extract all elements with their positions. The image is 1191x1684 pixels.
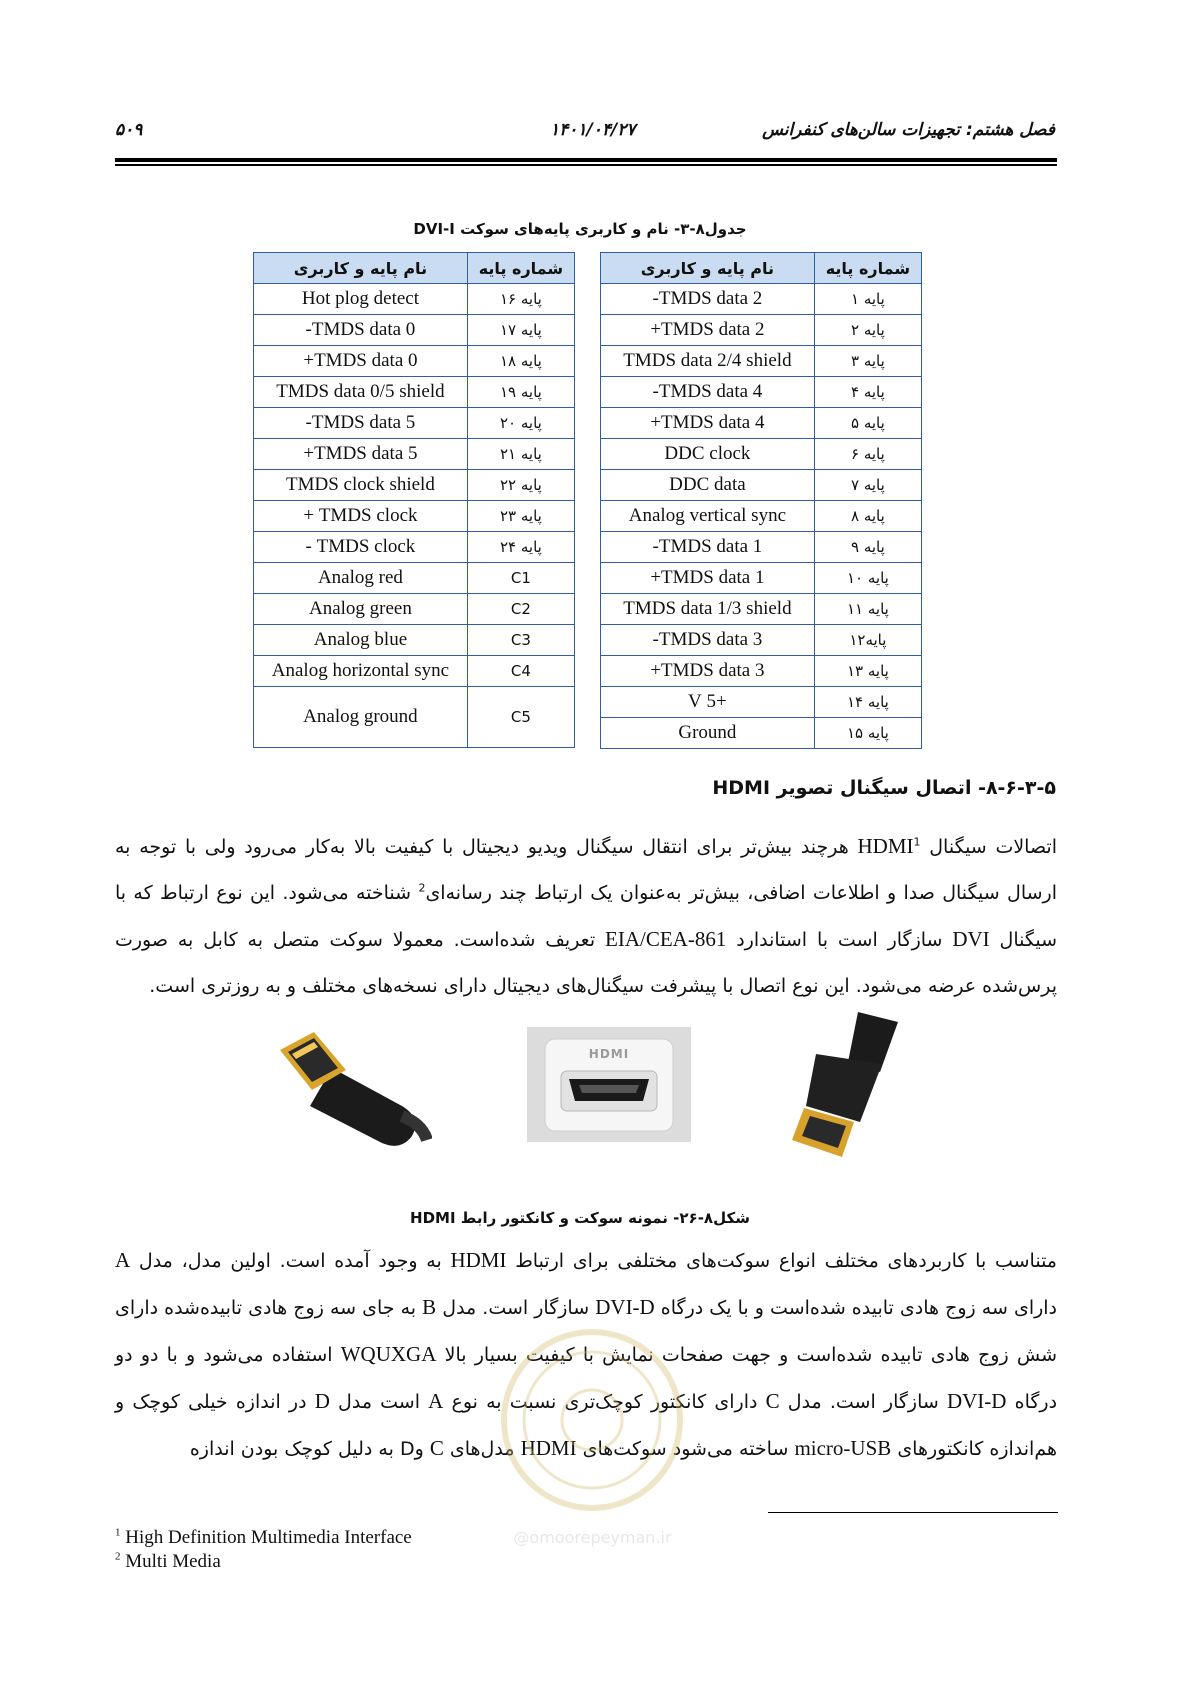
table-row <box>601 346 922 377</box>
table-row <box>601 439 922 470</box>
pin-table-left-body <box>254 284 575 748</box>
term-model-b: B <box>422 1295 437 1319</box>
pin-name-cell: TMDS data 1- <box>601 532 815 563</box>
footnote-ref: 2 <box>418 881 426 895</box>
text-run: تعریف شده‌است. معمولا سوکت متصل به کابل به صورت پرس‌شده عرضه می‌شود. این نوع اتصال با پیشرفت سیگنال‌های دیجیتال دارای نسخه‌های مختلف و به روزتری است. <box>115 929 1057 997</box>
pin-name-cell: TMDS data 0+ <box>254 346 468 377</box>
table-row <box>254 408 575 439</box>
text-run: ساخته می‌شود سوکت‌های <box>582 1438 789 1460</box>
table-row <box>601 563 922 594</box>
pin-number-cell: پایه ۶ <box>814 439 921 470</box>
pin-number-cell: پایه ۱۵ <box>814 718 921 749</box>
text-run: اتصالات سیگنال <box>929 836 1058 858</box>
pin-name-cell: Analog vertical sync <box>601 501 815 532</box>
text-run: به جای سه زوج هادی تابیده‌شده دارای شش زوج هادی تابیده شده‌است و جهت صفحات نمایش با کیفیت بسیار بالا <box>115 1297 1058 1366</box>
table-row <box>254 439 575 470</box>
pin-name-cell: Analog green <box>254 594 468 625</box>
column-header-name: نام پایه و کاربری <box>254 253 468 284</box>
text-run: سازگار است با استاندارد <box>736 929 943 951</box>
pin-number-cell: پایه ۱۶ <box>467 284 574 315</box>
table-row <box>601 594 922 625</box>
column-header-name: نام پایه و کاربری <box>601 253 815 284</box>
table-row <box>601 377 922 408</box>
header-rule-thin <box>115 164 1057 166</box>
pin-number-cell: C5 <box>467 687 574 748</box>
text-run: هرچند بیش‌تر برای انتقال سیگنال ویدیو دیجیتال با کیفیت بالا به‌کار می‌رود ولی با توجه به ارسال سیگنال صدا و اطلاعات اضافی، بیش‌تر به‌عنوان یک ارتباط چند رسانه‌ای <box>115 836 1057 904</box>
term-wquxga: WQUXGA <box>340 1342 437 1366</box>
pin-name-cell: TMDS data 4- <box>601 377 815 408</box>
pin-number-cell: پایه ۱۷ <box>467 315 574 346</box>
footnote-text: High Definition Multimedia Interface <box>125 1527 412 1548</box>
table-row <box>601 470 922 501</box>
pin-name-cell: +5 V <box>601 687 815 718</box>
table-row <box>254 532 575 563</box>
pin-name-cell: Analog blue <box>254 625 468 656</box>
watermark-seal-icon <box>495 1320 690 1520</box>
watermark-seal <box>495 1320 690 1550</box>
pin-name-cell: TMDS clock - <box>254 532 468 563</box>
pin-number-cell: پایه ۳ <box>814 346 921 377</box>
term-model-a: A <box>428 1389 444 1413</box>
pin-name-cell: TMDS data 3+ <box>601 656 815 687</box>
pin-table-right-body <box>601 284 922 749</box>
page-header <box>115 120 1055 150</box>
pin-number-cell: C1 <box>467 563 574 594</box>
pin-number-cell: پایه ۱۱ <box>814 594 921 625</box>
text-run: به وجود آمده است. اولین مدل، مدل <box>138 1250 442 1272</box>
table-row <box>601 408 922 439</box>
footnote-text: Multi Media <box>125 1551 221 1572</box>
pin-table-left <box>253 252 575 748</box>
text-run: سازگار است. مدل <box>442 1297 590 1319</box>
table-caption: جدول۸-۳- نام و کاربری پایه‌های سوکت DVI-I <box>413 220 747 238</box>
pin-number-cell: پایه ۱ <box>814 284 921 315</box>
pin-number-cell: پایه ۱۴ <box>814 687 921 718</box>
pin-number-cell: پایه ۲۳ <box>467 501 574 532</box>
text-run: مدل‌های <box>449 1438 515 1460</box>
pin-name-cell: TMDS data 0/5 shield <box>254 377 468 408</box>
pin-name-cell: Analog red <box>254 563 468 594</box>
pin-number-cell: پایه ۱۸ <box>467 346 574 377</box>
pin-number-cell: پایه ۲۴ <box>467 532 574 563</box>
text-run: وD به دلیل کوچک بودن اندازه <box>189 1438 424 1460</box>
footnote-mark: 2 <box>115 1550 121 1563</box>
footnote-rule <box>768 1512 1058 1513</box>
table-row <box>601 718 922 749</box>
socket-label: HDMI <box>588 1047 630 1061</box>
column-header-number: شماره پایه <box>467 253 574 284</box>
section-heading: ۸-۶-۳-۵- اتصال سیگنال تصویر HDMI <box>712 777 1056 799</box>
pin-number-cell: پایه ۸ <box>814 501 921 532</box>
pin-name-cell: TMDS data 0- <box>254 315 468 346</box>
hdmi-socket-image <box>527 1027 691 1142</box>
pin-number-cell: پایه ۲۱ <box>467 439 574 470</box>
header-date: ۱۴۰۱/۰۴/۲۷ <box>550 120 636 140</box>
table-row <box>254 656 575 687</box>
pin-number-cell: پایه ۹ <box>814 532 921 563</box>
term-hdmi: HDMI <box>857 834 914 858</box>
table-row <box>601 284 922 315</box>
pin-name-cell: TMDS data 5+ <box>254 439 468 470</box>
pin-name-cell: TMDS clock shield <box>254 470 468 501</box>
text-run: متناسب با کاربردهای مختلف انواع سوکت‌های مختلفی برای ارتباط <box>515 1250 1057 1272</box>
pin-name-cell: TMDS data 2/4 shield <box>601 346 815 377</box>
pin-number-cell: پایه ۲ <box>814 315 921 346</box>
table-row <box>254 284 575 315</box>
pin-number-cell: پایه۱۲ <box>814 625 921 656</box>
pin-number-cell: پایه ۱۹ <box>467 377 574 408</box>
table-row <box>254 346 575 377</box>
term-standard: EIA/CEA-861 <box>605 927 727 951</box>
term-dvi-d: DVI-D <box>946 1389 1007 1413</box>
pin-name-cell: TMDS data 2+ <box>601 315 815 346</box>
footnote-ref: 1 <box>913 835 921 849</box>
pin-name-cell: TMDS data 2- <box>601 284 815 315</box>
table-row <box>254 625 575 656</box>
table-row <box>254 470 575 501</box>
term-model-c: C <box>429 1436 444 1460</box>
pin-number-cell: پایه ۲۰ <box>467 408 574 439</box>
pin-name-cell: TMDS data 1/3 shield <box>601 594 815 625</box>
pin-number-cell: C2 <box>467 594 574 625</box>
pin-name-cell: TMDS data 4+ <box>601 408 815 439</box>
term-model-c: C <box>765 1389 780 1413</box>
table-row <box>601 315 922 346</box>
watermark-url: @omoorepeyman.ir <box>513 1528 672 1547</box>
term-dvi-d: DVI-D <box>595 1295 655 1319</box>
pin-name-cell: TMDS data 1+ <box>601 563 815 594</box>
footnotes <box>115 1526 412 1574</box>
term-micro-usb: micro-USB <box>794 1436 892 1460</box>
pin-number-cell: پایه ۷ <box>814 470 921 501</box>
pin-table-right <box>600 252 922 749</box>
table-row <box>254 501 575 532</box>
footnote-2 <box>115 1550 412 1574</box>
pin-number-cell: پایه ۱۳ <box>814 656 921 687</box>
table-row <box>254 377 575 408</box>
page-number: ۵۰۹ <box>115 120 143 140</box>
pin-number-cell: پایه ۲۲ <box>467 470 574 501</box>
pin-number-cell: پایه ۴ <box>814 377 921 408</box>
term-model-a: A <box>115 1248 131 1272</box>
term-hdmi: HDMI <box>520 1436 577 1460</box>
chapter-title: فصل هشتم: تجهیزات سالن‌های کنفرانس <box>762 120 1055 140</box>
table-row <box>601 625 922 656</box>
term-hdmi: HDMI <box>450 1248 507 1272</box>
pin-name-cell: TMDS clock + <box>254 501 468 532</box>
hdmi-plug-image-right <box>788 1012 898 1159</box>
header-rule-thick <box>115 158 1057 162</box>
text-run: دارای سه زوج هادی تابیده شده‌است و با یک درگاه <box>660 1297 1058 1319</box>
text-run: سازگار است. مدل <box>787 1391 939 1413</box>
text-run: استفاده می‌شود و با دو دو درگاه <box>115 1344 1058 1413</box>
pin-name-cell: DDC clock <box>601 439 815 470</box>
pin-name-cell: DDC data <box>601 470 815 501</box>
text-run: در اندازه خیلی کوچک و هم‌اندازه کانکتورهای <box>115 1391 1057 1460</box>
pin-number-cell: C3 <box>467 625 574 656</box>
footnote-mark: 1 <box>115 1526 121 1539</box>
table-row <box>254 563 575 594</box>
footnote-1 <box>115 1526 412 1550</box>
table-row <box>601 687 922 718</box>
pin-name-cell: Analog horizontal sync <box>254 656 468 687</box>
table-row <box>254 315 575 346</box>
text-run: است مدل <box>338 1391 421 1413</box>
term-dvi: DVI <box>952 927 990 951</box>
pin-name-cell: Ground <box>601 718 815 749</box>
pin-number-cell: پایه ۱۰ <box>814 563 921 594</box>
term-model-d: D <box>314 1389 330 1413</box>
table-row <box>601 656 922 687</box>
table-row <box>601 501 922 532</box>
paragraph-hdmi-intro <box>115 823 1057 1009</box>
pin-name-cell: Analog ground <box>254 687 468 748</box>
pin-name-cell: Hot plog detect <box>254 284 468 315</box>
pin-name-cell: TMDS data 5- <box>254 408 468 439</box>
pin-name-cell: TMDS data 3- <box>601 625 815 656</box>
text-run: دارای کانکتور کوچک‌تری نسبت به نوع <box>451 1391 758 1413</box>
hdmi-plug-image-left <box>262 1028 432 1154</box>
figure-caption: شکل۸-۲۶- نمونه سوکت و کانکتور رابط HDMI <box>410 1209 750 1227</box>
table-row <box>601 532 922 563</box>
table-row <box>254 594 575 625</box>
pin-number-cell: پایه ۵ <box>814 408 921 439</box>
column-header-number: شماره پایه <box>814 253 921 284</box>
text-run: شناخته می‌شود. این نوع ارتباط که با سیگنال <box>115 882 1058 951</box>
pin-number-cell: C4 <box>467 656 574 687</box>
